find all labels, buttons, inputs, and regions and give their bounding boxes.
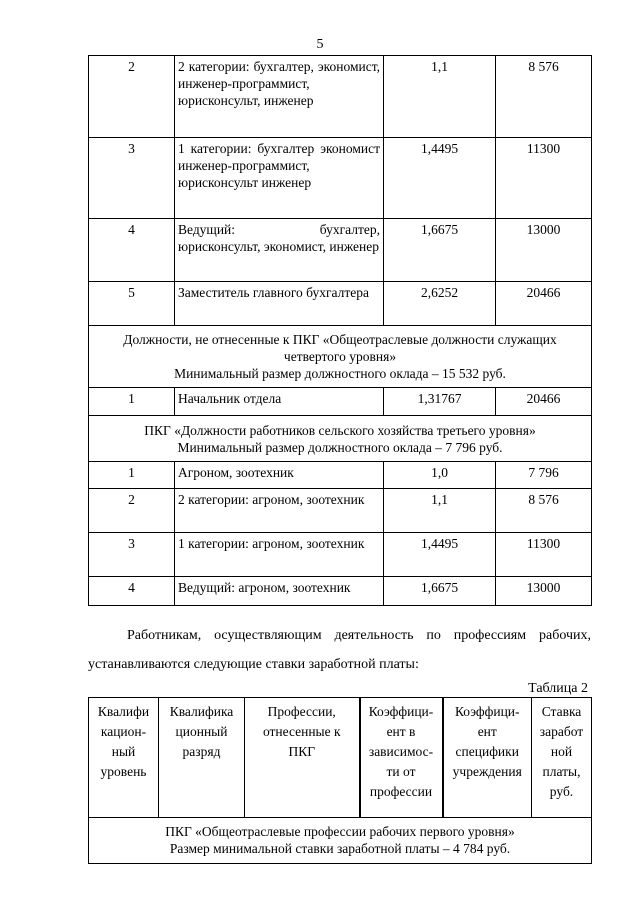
coefficient: 1,1: [384, 56, 496, 138]
header-qualification-level: Квалифи кацион- ный уровень: [89, 698, 159, 818]
row-number: 4: [89, 219, 175, 282]
position-name: 2 категории: агроном, зоотехник: [175, 489, 384, 533]
salary-value: 20466: [496, 282, 592, 326]
section-header-cell: [89, 818, 592, 864]
section-min-salary: Минимальный размер должностного оклада – 15 532 руб.: [174, 366, 506, 381]
table-row: [89, 56, 592, 138]
salary-value: 13000: [496, 577, 592, 606]
position-name: Ведущий: бухгалтер, юрисконсульт, экономист, инженер: [175, 219, 384, 282]
section-min-salary: Размер минимальной ставки заработной платы – 4 784 руб.: [169, 841, 511, 856]
salary-value: 11300: [496, 138, 592, 219]
section-title: ПКГ «Общеотраслевые профессии рабочих первого уровня»: [165, 824, 515, 839]
paragraph-line-2: устанавливаются следующие ставки заработной платы:: [88, 657, 419, 672]
salary-value: 11300: [496, 533, 592, 577]
coefficient: 1,0: [384, 462, 496, 489]
section-header-cell: [89, 326, 592, 388]
section-title: Должности, не отнесенные к ПКГ «Общеотраслевые должности служащих четвертого уровня»: [123, 332, 557, 364]
row-number: 5: [89, 282, 175, 326]
table-row: [89, 219, 592, 282]
salary-value: 8 576: [496, 489, 592, 533]
page-number: 5: [316, 37, 324, 52]
header-professions: Профессии, отнесенные к ПКГ: [245, 698, 360, 818]
table-row: [89, 462, 592, 489]
table-row: [89, 489, 592, 533]
row-number: 2: [89, 56, 175, 138]
position-name: Ведущий: агроном, зоотехник: [175, 577, 384, 606]
table-row: [89, 388, 592, 416]
row-number: 1: [89, 388, 175, 416]
row-number: 3: [89, 533, 175, 577]
coefficient: 1,6675: [384, 219, 496, 282]
position-name: 1 категории: бухгалтер экономист инженер-программист, юрисконсульт инженер: [175, 138, 384, 219]
salary-table-2: [88, 697, 592, 864]
header-qualification-grade: Квалифика ционный разряд: [159, 698, 245, 818]
table-row: [89, 138, 592, 219]
position-name: Агроном, зоотехник: [175, 462, 384, 489]
coefficient: 1,4495: [384, 533, 496, 577]
coefficient: 1,4495: [384, 138, 496, 219]
position-name: Заместитель главного бухгалтера: [175, 282, 384, 326]
section-header: [89, 818, 592, 864]
table-row: [89, 282, 592, 326]
salary-value: 20466: [496, 388, 592, 416]
row-number: 2: [89, 489, 175, 533]
coefficient: 1,6675: [384, 577, 496, 606]
position-name: Начальник отдела: [175, 388, 384, 416]
coefficient: 1,31767: [384, 388, 496, 416]
row-number: 4: [89, 577, 175, 606]
row-number: 3: [89, 138, 175, 219]
coefficient: 2,6252: [384, 282, 496, 326]
position-name: 1 категории: агроном, зоотехник: [175, 533, 384, 577]
position-name: 2 категории: бухгалтер, экономист, инженер-программист, юрисконсульт, инженер: [175, 56, 384, 138]
paragraph-line-1: Работникам, осуществляющим деятельность по профессиям рабочих,: [127, 628, 591, 643]
section-min-salary: Минимальный размер должностного оклада – 7 796 руб.: [177, 439, 503, 455]
header-institution-coefficient: Коэффици- ент специфики учреждения: [443, 698, 532, 818]
salary-value: 13000: [496, 219, 592, 282]
table-row: [89, 533, 592, 577]
coefficient: 1,1: [384, 489, 496, 533]
salary-value: 7 796: [496, 462, 592, 489]
table-row: [89, 577, 592, 606]
header-wage-rate: Ставка заработ ной платы, руб.: [532, 698, 592, 818]
salary-value: 8 576: [496, 56, 592, 138]
section-header-cell: [89, 416, 592, 462]
table-header-row: [89, 698, 592, 818]
section-header: [89, 416, 592, 462]
section-header: [89, 326, 592, 388]
row-number: 1: [89, 462, 175, 489]
section-title: ПКГ «Должности работников сельского хозяйства третьего уровня»: [144, 422, 536, 438]
salary-table-1: [88, 55, 592, 606]
header-profession-coefficient: Коэффици- ент в зависимос- ти от профессии: [360, 698, 443, 818]
table-caption: Таблица 2: [528, 681, 588, 696]
